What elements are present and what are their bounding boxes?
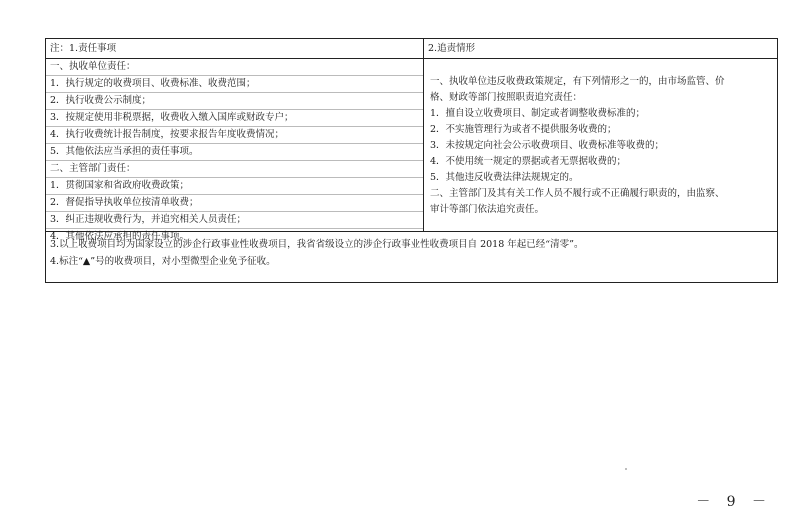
list-item: 3．按规定使用非税票据，收费收入缴入国库或财政专户； [46, 110, 423, 127]
list-item: 2．不实施管理行为或者不提供服务收费的； [430, 124, 617, 135]
list-item: 一、执收单位责任： [46, 59, 423, 76]
table-header-row [46, 39, 777, 59]
list-item: 4．执行收费统计报告制度，按要求报告年度收费情况； [46, 127, 423, 144]
list-item: 3．纠正违规收费行为，并追究相关人员责任； [46, 212, 423, 229]
responsibility-list [46, 59, 424, 242]
table-notes [46, 232, 777, 282]
list-item: 1．执行规定的收费项目、收费标准、收费范围； [46, 76, 423, 93]
list-item: 2．督促指导执收单位按清单收费； [46, 195, 423, 212]
page-number: － 9 － [696, 494, 772, 510]
header-responsibility-items: 注：1.责任事项 [46, 39, 424, 58]
header-accountability-cases: 2.追责情形 [428, 43, 476, 54]
scan-speck [625, 468, 627, 470]
list-item: 二、主管部门及其有关工作人员不履行或不正确履行职责的，由监察、 [430, 188, 725, 199]
list-item: 1．贯彻国家和省政府收费政策； [46, 178, 423, 195]
list-item: 一、执收单位违反收费政策规定，有下列情形之一的，由市场监管、价 [430, 76, 725, 87]
list-item: 2．执行收费公示制度； [46, 93, 423, 110]
list-item: 审计等部门依法追究责任。 [430, 204, 545, 215]
accountability-list [424, 59, 777, 231]
note-line: 4.标注“▲”号的收费项目，对小型微型企业免予征收。 [50, 256, 276, 267]
list-item: 格、财政等部门按照职责追究责任： [430, 92, 583, 103]
list-item: 4．不使用统一规定的票据或者无票据收费的； [430, 156, 627, 167]
list-item: 5．其他依法应当承担的责任事项。 [46, 144, 423, 161]
list-item: 5．其他违反收费法律法规规定的。 [430, 172, 579, 183]
note-line: 3.以上收费项目均为国家设立的涉企行政事业性收费项目，我省省级设立的涉企行政事业性收费项目自 2018 年起已经“清零”。 [50, 239, 584, 250]
list-item: 1．擅自设立收费项目、制定或者调整收费标准的； [430, 108, 646, 119]
list-item: 4．其他依法应承担的责任事项。 [50, 231, 190, 242]
responsibility-table [45, 38, 778, 283]
list-item: 二、主管部门责任： [46, 161, 423, 178]
table-body-row [46, 59, 777, 242]
list-item: 3．未按规定向社会公示收费项目、收费标准等收费的； [430, 140, 665, 151]
